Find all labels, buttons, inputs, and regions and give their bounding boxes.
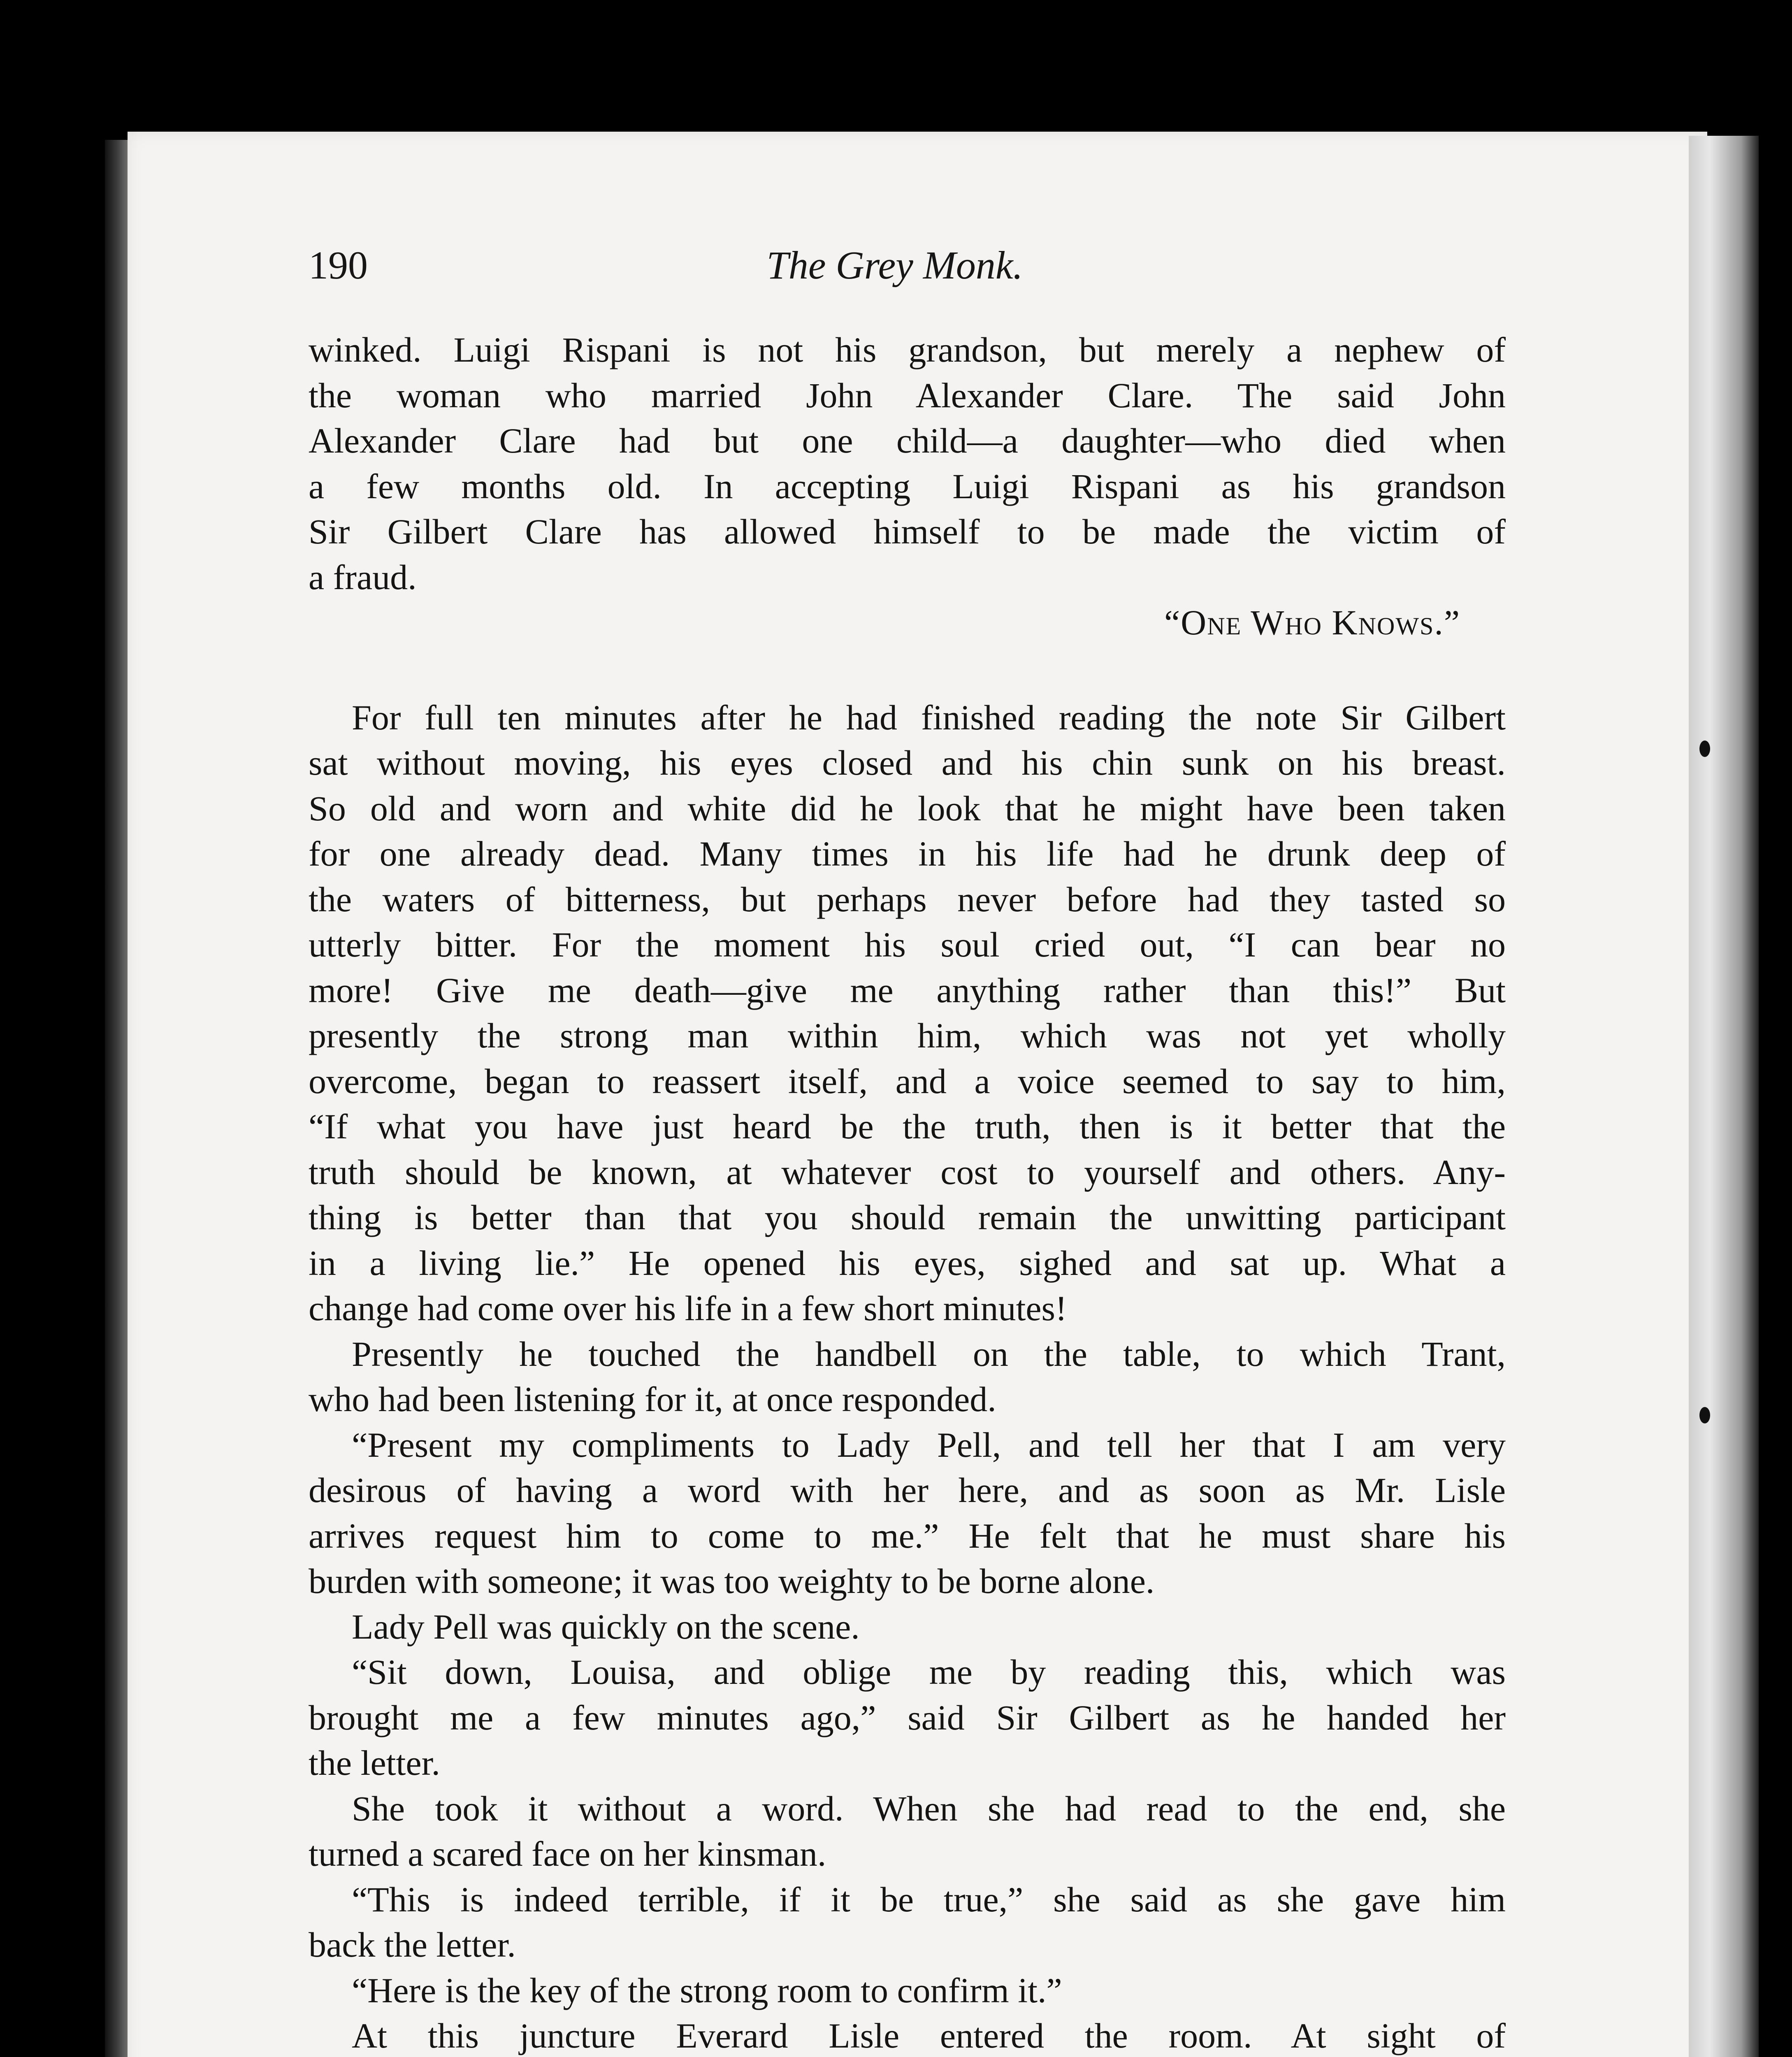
paragraph-gap (309, 645, 1506, 695)
text-line: for one already dead. Many times in his life had he drunk deep of (309, 834, 1506, 873)
page-header (309, 241, 1481, 298)
text-line: sat without moving, his eyes closed and his chin sunk on his breast. (309, 743, 1506, 782)
text-line: Lady Pell was quickly on the scene. (352, 1607, 860, 1646)
text-line: back the letter. (309, 1925, 516, 1964)
text-line: Presently he touched the handbell on the table, to which Trant, (352, 1334, 1506, 1374)
binding-mark (1699, 1407, 1710, 1423)
text-line: utterly bitter. For the moment his soul cried out, “I can bear no (309, 925, 1506, 964)
text-line: more! Give me death—give me anything rather than this!” But (309, 970, 1506, 1010)
text-line: in a living lie.” He opened his eyes, sighed and sat up. What a (309, 1243, 1506, 1283)
text-line: change had come over his life in a few short minutes! (309, 1289, 1067, 1328)
text-line: presently the strong man within him, which was not yet wholly (309, 1016, 1506, 1055)
text-line: desirous of having a word with her here, and as soon as Mr. Lisle (309, 1470, 1506, 1510)
text-line: Alexander Clare had but one child—a daughter—who died when (309, 421, 1506, 460)
binding-marks (1697, 741, 1713, 2057)
text-line: “Sit down, Louisa, and oblige me by reading this, which was (352, 1652, 1506, 1692)
text-line: who had been listening for it, at once responded. (309, 1379, 996, 1419)
binding-mark (1699, 741, 1710, 757)
text-line: “If what you have just heard be the truth, then is it better that the (309, 1107, 1506, 1146)
text-line: the woman who married John Alexander Clare. The said John (309, 375, 1506, 415)
text-line: At this juncture Everard Lisle entered the room. At sight of (352, 2016, 1506, 2055)
text-line: “Present my compliments to Lady Pell, and tell her that I am very (352, 1425, 1506, 1465)
page-number: 190 (309, 243, 368, 287)
text-line: So old and worn and white did he look that he might have been taken (309, 788, 1506, 828)
text-line: a fraud. (309, 557, 417, 597)
text-line: “Here is the key of the strong room to confirm it.” (352, 1970, 1062, 2010)
running-title: The Grey Monk. (766, 243, 1023, 287)
page-text (309, 327, 1506, 2057)
text-line: Sir Gilbert Clare has allowed himself to be made the victim of (309, 512, 1506, 551)
text-line: overcome, began to reassert itself, and a voice seemed to say to him, (309, 1061, 1506, 1101)
text-line: turned a scared face on her kinsman. (309, 1834, 826, 1874)
text-line: She took it without a word. When she had read to the end, she (352, 1788, 1506, 1828)
text-line: winked. Luigi Rispani is not his grandson, but merely a nephew of (309, 330, 1506, 369)
text-line: burden with someone; it was too weighty to be borne alone. (309, 1561, 1155, 1601)
text-line: thing is better than that you should remain the unwitting participant (309, 1198, 1506, 1237)
text-line: the letter. (309, 1743, 440, 1783)
text-line: the waters of bitterness, but perhaps never before had they tasted so (309, 879, 1506, 919)
text-line: arrives request him to come to me.” He felt that he must share his (309, 1516, 1506, 1556)
text-line: brought me a few minutes ago,” said Sir Gilbert as he handed her (309, 1697, 1506, 1737)
letter-signature: “One Who Knows.” (1164, 603, 1460, 642)
text-line: “This is indeed terrible, if it be true,” she said as she gave him (352, 1879, 1506, 1919)
text-line: For full ten minutes after he had finished reading the note Sir Gilbert (352, 697, 1506, 737)
text-line: truth should be known, at whatever cost to yourself and others. Any- (309, 1152, 1506, 1192)
text-line: a few months old. In accepting Luigi Rispani as his grandson (309, 466, 1506, 506)
